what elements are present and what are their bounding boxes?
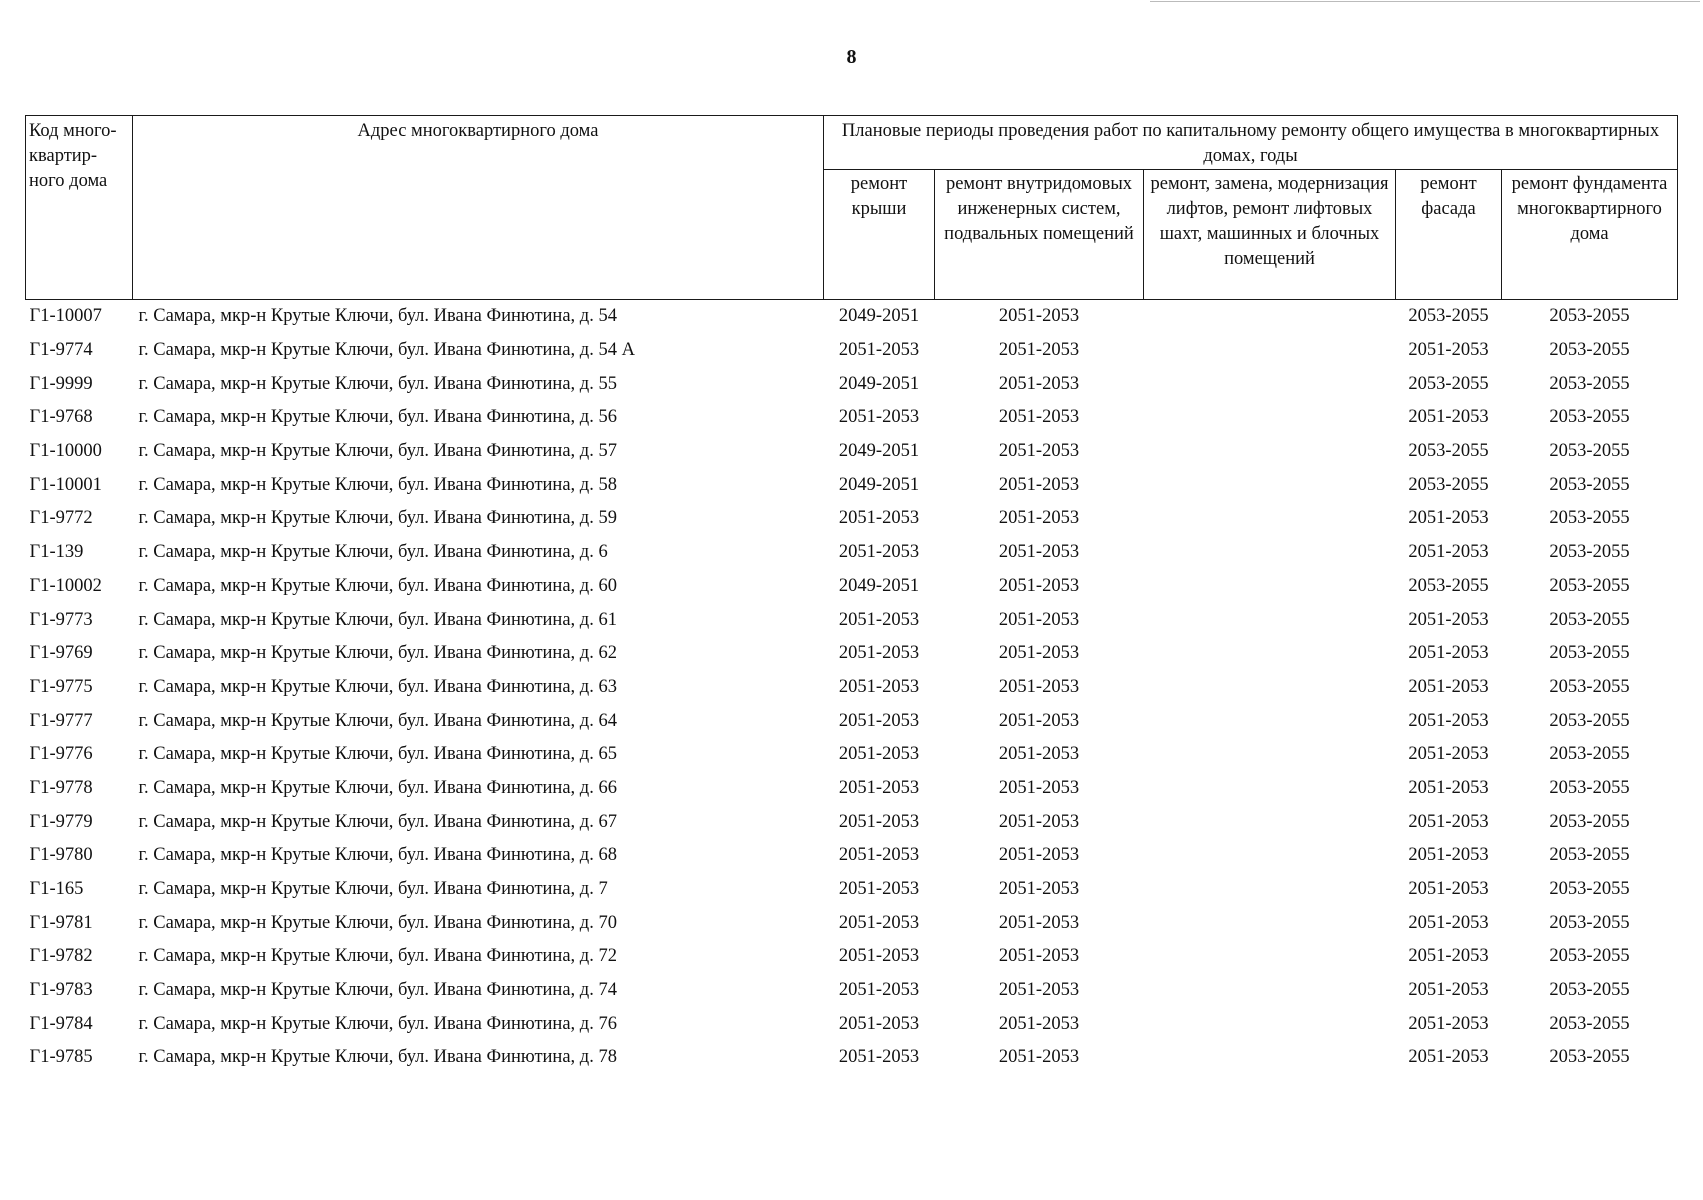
cell-facade: 2051-2053: [1408, 811, 1489, 832]
cell-foundation: 2053-2055: [1549, 811, 1630, 832]
cell-lifts: [1144, 940, 1396, 974]
cell-foundation: 2053-2055: [1549, 912, 1630, 933]
cell-address: г. Самара, мкр-н Крутые Ключи, бул. Ивана Финютина, д. 55: [138, 373, 617, 394]
cell-lifts: [1144, 570, 1396, 604]
cell-systems: 2051-2053: [998, 811, 1080, 832]
cell-foundation: 2053-2055: [1549, 340, 1630, 361]
cell-foundation: 2053-2055: [1549, 508, 1630, 529]
cell-code: Г1-9783: [29, 980, 93, 1001]
page-number: 8: [846, 46, 857, 68]
cell-foundation: 2053-2055: [1549, 609, 1630, 630]
cell-roof: 2051-2053: [838, 777, 920, 798]
cell-code: Г1-165: [29, 879, 84, 900]
cell-systems: 2051-2053: [998, 643, 1080, 664]
cell-address: г. Самара, мкр-н Крутые Ключи, бул. Ивана Финютина, д. 7: [138, 879, 608, 900]
cell-address: г. Самара, мкр-н Крутые Ключи, бул. Ивана Финютина, д. 66: [138, 777, 617, 798]
cell-systems: 2051-2053: [998, 508, 1080, 529]
cell-systems: 2051-2053: [998, 912, 1080, 933]
cell-facade: 2051-2053: [1408, 643, 1489, 664]
cell-foundation: 2053-2055: [1549, 306, 1630, 327]
cell-facade: 2051-2053: [1408, 1013, 1489, 1034]
table-row: [26, 468, 1678, 502]
cell-facade: 2051-2053: [1408, 542, 1489, 563]
cell-foundation: 2053-2055: [1549, 946, 1630, 967]
cell-facade: 2053-2055: [1408, 441, 1489, 462]
cell-roof: 2051-2053: [838, 609, 920, 630]
header-roof: ремонт крыши: [824, 170, 935, 300]
cell-lifts: [1144, 536, 1396, 570]
header-code: Код много-квартир-ного дома: [26, 116, 133, 300]
cell-code: Г1-9772: [29, 508, 93, 529]
cell-facade: 2051-2053: [1408, 980, 1489, 1001]
table-row: [26, 536, 1678, 570]
cell-systems: 2051-2053: [998, 542, 1080, 563]
cell-lifts: [1144, 772, 1396, 806]
cell-code: Г1-10001: [29, 474, 102, 495]
cell-systems: 2051-2053: [998, 1013, 1080, 1034]
table-row: [26, 738, 1678, 772]
header-address: Адрес многоквартирного дома: [133, 116, 824, 300]
cell-lifts: [1144, 1041, 1396, 1075]
cell-systems: 2051-2053: [998, 845, 1080, 866]
cell-roof: 2051-2053: [838, 407, 920, 428]
cell-address: г. Самара, мкр-н Крутые Ключи, бул. Ивана Финютина, д. 70: [138, 912, 617, 933]
cell-systems: 2051-2053: [998, 441, 1080, 462]
cell-systems: 2051-2053: [998, 777, 1080, 798]
cell-roof: 2051-2053: [838, 508, 920, 529]
cell-systems: 2051-2053: [998, 744, 1080, 765]
cell-roof: 2051-2053: [838, 980, 920, 1001]
cell-facade: 2051-2053: [1408, 407, 1489, 428]
cell-foundation: 2053-2055: [1549, 643, 1630, 664]
cell-code: Г1-9999: [29, 373, 93, 394]
cell-lifts: [1144, 637, 1396, 671]
cell-facade: 2051-2053: [1408, 912, 1489, 933]
table-row: [26, 334, 1678, 368]
cell-code: Г1-9777: [29, 710, 93, 731]
cell-systems: 2051-2053: [998, 340, 1080, 361]
cell-lifts: [1144, 974, 1396, 1008]
cell-code: Г1-10000: [29, 441, 102, 462]
cell-foundation: 2053-2055: [1549, 879, 1630, 900]
cell-code: Г1-9775: [29, 676, 93, 697]
table-row: [26, 671, 1678, 705]
table-row: [26, 570, 1678, 604]
cell-roof: 2051-2053: [838, 710, 920, 731]
cell-code: Г1-9769: [29, 643, 93, 664]
cell-roof: 2051-2053: [838, 643, 920, 664]
table-row: [26, 1007, 1678, 1041]
cell-code: Г1-9768: [29, 407, 93, 428]
header-periods: Плановые периоды проведения работ по капитальному ремонту общего имущества в многоквартирных домах, годы: [824, 116, 1678, 170]
cell-lifts: [1144, 502, 1396, 536]
cell-facade: 2053-2055: [1408, 474, 1489, 495]
cell-code: Г1-9774: [29, 340, 93, 361]
cell-systems: 2051-2053: [998, 946, 1080, 967]
cell-roof: 2051-2053: [838, 811, 920, 832]
cell-facade: 2051-2053: [1408, 508, 1489, 529]
cell-roof: 2051-2053: [838, 912, 920, 933]
cell-code: Г1-9776: [29, 744, 93, 765]
table-row: [26, 805, 1678, 839]
cell-roof: 2051-2053: [838, 1013, 920, 1034]
cell-foundation: 2053-2055: [1549, 980, 1630, 1001]
cell-lifts: [1144, 401, 1396, 435]
cell-foundation: 2053-2055: [1549, 744, 1630, 765]
cell-systems: 2051-2053: [998, 407, 1080, 428]
cell-facade: 2051-2053: [1408, 609, 1489, 630]
cell-lifts: [1144, 367, 1396, 401]
cell-address: г. Самара, мкр-н Крутые Ключи, бул. Ивана Финютина, д. 62: [138, 643, 617, 664]
cell-lifts: [1144, 1007, 1396, 1041]
cell-systems: 2051-2053: [998, 879, 1080, 900]
header-systems: ремонт внутридомовых инженерных систем, подвальных помещений: [935, 170, 1144, 300]
cell-address: г. Самара, мкр-н Крутые Ключи, бул. Ивана Финютина, д. 54: [138, 306, 617, 327]
cell-lifts: [1144, 603, 1396, 637]
cell-foundation: 2053-2055: [1549, 710, 1630, 731]
table-row: [26, 873, 1678, 907]
cell-address: г. Самара, мкр-н Крутые Ключи, бул. Ивана Финютина, д. 58: [138, 474, 617, 495]
table-row: [26, 367, 1678, 401]
cell-code: Г1-139: [29, 542, 84, 563]
table-row: [26, 435, 1678, 469]
cell-systems: 2051-2053: [998, 306, 1080, 327]
table-row: [26, 300, 1678, 334]
cell-systems: 2051-2053: [998, 980, 1080, 1001]
table-row: [26, 637, 1678, 671]
cell-address: г. Самара, мкр-н Крутые Ключи, бул. Ивана Финютина, д. 60: [138, 575, 617, 596]
cell-code: Г1-10007: [29, 306, 102, 327]
table-row: [26, 401, 1678, 435]
table-row: [26, 603, 1678, 637]
cell-roof: 2049-2051: [838, 441, 920, 462]
cell-systems: 2051-2053: [998, 575, 1080, 596]
cell-code: Г1-9785: [29, 1047, 93, 1068]
cell-address: г. Самара, мкр-н Крутые Ключи, бул. Ивана Финютина, д. 57: [138, 441, 617, 462]
table-row: [26, 940, 1678, 974]
cell-lifts: [1144, 906, 1396, 940]
header-facade: ремонт фасада: [1396, 170, 1502, 300]
cell-code: Г1-9782: [29, 946, 93, 967]
cell-foundation: 2053-2055: [1549, 575, 1630, 596]
cell-address: г. Самара, мкр-н Крутые Ключи, бул. Ивана Финютина, д. 63: [138, 676, 617, 697]
cell-code: Г1-9778: [29, 777, 93, 798]
cell-facade: 2053-2055: [1408, 575, 1489, 596]
cell-lifts: [1144, 738, 1396, 772]
cell-address: г. Самара, мкр-н Крутые Ключи, бул. Ивана Финютина, д. 61: [138, 609, 617, 630]
cell-roof: 2051-2053: [838, 340, 920, 361]
cell-foundation: 2053-2055: [1549, 474, 1630, 495]
capital-repair-table: [25, 115, 1678, 1075]
cell-facade: 2051-2053: [1408, 676, 1489, 697]
cell-foundation: 2053-2055: [1549, 373, 1630, 394]
cell-foundation: 2053-2055: [1549, 441, 1630, 462]
cell-facade: 2051-2053: [1408, 879, 1489, 900]
cell-roof: 2051-2053: [838, 744, 920, 765]
cell-facade: 2053-2055: [1408, 373, 1489, 394]
cell-foundation: 2053-2055: [1549, 845, 1630, 866]
cell-foundation: 2053-2055: [1549, 777, 1630, 798]
cell-systems: 2051-2053: [998, 609, 1080, 630]
header-row-1: [26, 116, 1678, 170]
cell-roof: 2049-2051: [838, 306, 920, 327]
cell-systems: 2051-2053: [998, 676, 1080, 697]
table-row: [26, 704, 1678, 738]
cell-systems: 2051-2053: [998, 1047, 1080, 1068]
table-row: [26, 1041, 1678, 1075]
cell-facade: 2051-2053: [1408, 777, 1489, 798]
table-body: [26, 300, 1678, 1075]
cell-facade: 2051-2053: [1408, 1047, 1489, 1068]
header-foundation: ремонт фундамента многоквартирного дома: [1502, 170, 1678, 300]
cell-roof: 2049-2051: [838, 474, 920, 495]
table-row: [26, 839, 1678, 873]
cell-facade: 2051-2053: [1408, 845, 1489, 866]
cell-address: г. Самара, мкр-н Крутые Ключи, бул. Ивана Финютина, д. 65: [138, 744, 617, 765]
cell-lifts: [1144, 839, 1396, 873]
table-row: [26, 974, 1678, 1008]
cell-facade: 2051-2053: [1408, 710, 1489, 731]
cell-code: Г1-9784: [29, 1013, 93, 1034]
cell-address: г. Самара, мкр-н Крутые Ключи, бул. Ивана Финютина, д. 78: [138, 1047, 617, 1068]
header-lifts: ремонт, замена, модернизация лифтов, ремонт лифтовых шахт, машинных и блочных помещений: [1144, 170, 1396, 300]
cell-address: г. Самара, мкр-н Крутые Ключи, бул. Ивана Финютина, д. 76: [138, 1013, 617, 1034]
cell-address: г. Самара, мкр-н Крутые Ключи, бул. Ивана Финютина, д. 72: [138, 946, 617, 967]
cell-code: Г1-9781: [29, 912, 93, 933]
cell-address: г. Самара, мкр-н Крутые Ключи, бул. Ивана Финютина, д. 56: [138, 407, 617, 428]
cell-address: г. Самара, мкр-н Крутые Ключи, бул. Ивана Финютина, д. 67: [138, 811, 617, 832]
cell-foundation: 2053-2055: [1549, 407, 1630, 428]
cell-lifts: [1144, 704, 1396, 738]
cell-address: г. Самара, мкр-н Крутые Ключи, бул. Ивана Финютина, д. 6: [138, 542, 608, 563]
cell-lifts: [1144, 805, 1396, 839]
cell-roof: 2051-2053: [838, 879, 920, 900]
cell-roof: 2051-2053: [838, 845, 920, 866]
cell-address: г. Самара, мкр-н Крутые Ключи, бул. Ивана Финютина, д. 59: [138, 508, 617, 529]
cell-lifts: [1144, 334, 1396, 368]
scan-edge-mark: [1150, 1, 1700, 2]
cell-code: Г1-9773: [29, 609, 93, 630]
cell-code: Г1-10002: [29, 575, 102, 596]
cell-foundation: 2053-2055: [1549, 1047, 1630, 1068]
cell-address: г. Самара, мкр-н Крутые Ключи, бул. Ивана Финютина, д. 64: [138, 710, 617, 731]
table-row: [26, 906, 1678, 940]
cell-roof: 2049-2051: [838, 575, 920, 596]
cell-code: Г1-9780: [29, 845, 93, 866]
cell-systems: 2051-2053: [998, 373, 1080, 394]
cell-facade: 2051-2053: [1408, 744, 1489, 765]
cell-foundation: 2053-2055: [1549, 1013, 1630, 1034]
cell-lifts: [1144, 671, 1396, 705]
table-row: [26, 772, 1678, 806]
cell-foundation: 2053-2055: [1549, 542, 1630, 563]
cell-roof: 2049-2051: [838, 373, 920, 394]
cell-facade: 2053-2055: [1408, 306, 1489, 327]
cell-roof: 2051-2053: [838, 1047, 920, 1068]
cell-roof: 2051-2053: [838, 542, 920, 563]
table-row: [26, 502, 1678, 536]
cell-code: Г1-9779: [29, 811, 93, 832]
cell-systems: 2051-2053: [998, 474, 1080, 495]
cell-lifts: [1144, 873, 1396, 907]
cell-facade: 2051-2053: [1408, 340, 1489, 361]
cell-lifts: [1144, 300, 1396, 334]
cell-systems: 2051-2053: [998, 710, 1080, 731]
cell-facade: 2051-2053: [1408, 946, 1489, 967]
cell-roof: 2051-2053: [838, 676, 920, 697]
cell-foundation: 2053-2055: [1549, 676, 1630, 697]
cell-address: г. Самара, мкр-н Крутые Ключи, бул. Ивана Финютина, д. 74: [138, 980, 617, 1001]
cell-address: г. Самара, мкр-н Крутые Ключи, бул. Ивана Финютина, д. 54 А: [138, 340, 635, 361]
cell-lifts: [1144, 468, 1396, 502]
cell-roof: 2051-2053: [838, 946, 920, 967]
cell-lifts: [1144, 435, 1396, 469]
cell-address: г. Самара, мкр-н Крутые Ключи, бул. Ивана Финютина, д. 68: [138, 845, 617, 866]
